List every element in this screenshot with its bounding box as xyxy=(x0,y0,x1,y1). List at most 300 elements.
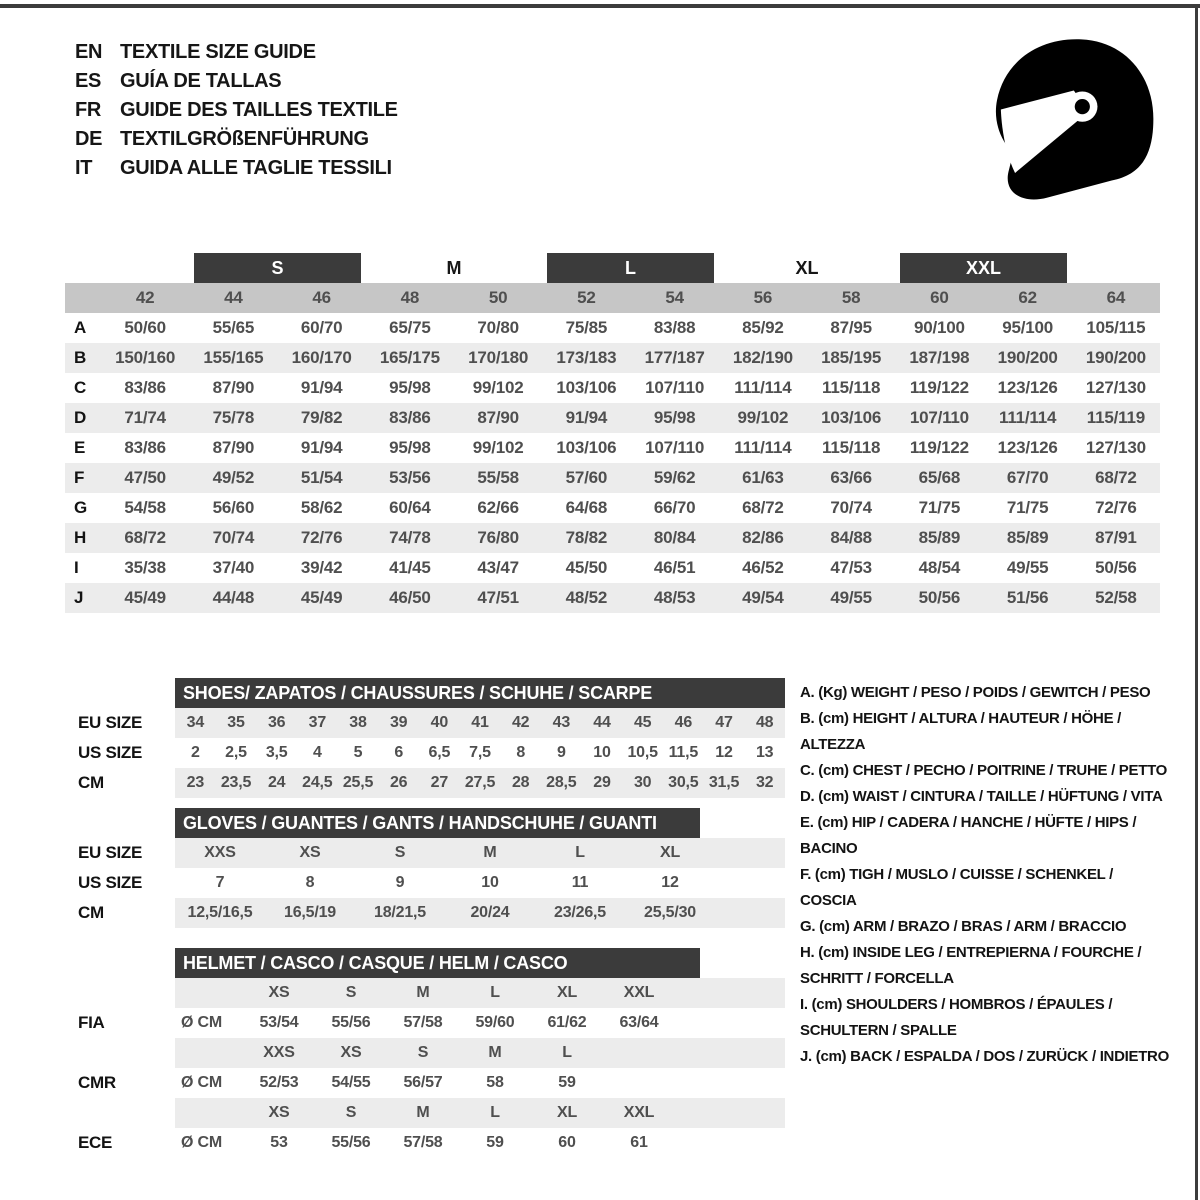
table-cell: 32 xyxy=(755,774,774,791)
gloves-table-title: GLOVES / GUANTES / GANTS / HANDSCHUHE / GUANTI xyxy=(175,808,700,838)
table-cell: 58 xyxy=(486,1074,504,1091)
helmet-row-labels xyxy=(65,948,175,1158)
table-cell: 11,5 xyxy=(668,744,699,761)
table-cell: XXL xyxy=(623,1104,655,1121)
measurement-value: 48/52 xyxy=(565,588,608,607)
table-cell: S xyxy=(345,984,357,1001)
measurement-value: 37/40 xyxy=(212,558,255,577)
measurement-value: 45/50 xyxy=(565,558,608,577)
table-cell: 16,5/19 xyxy=(284,904,336,921)
measurement-value: 177/187 xyxy=(644,348,705,367)
measurement-value: 127/130 xyxy=(1085,438,1146,457)
frame-top-edge xyxy=(0,4,1200,8)
measurement-value: 87/90 xyxy=(477,408,519,427)
table-cell: 9 xyxy=(556,744,566,761)
table-cell: 55/56 xyxy=(331,1134,371,1151)
measurement-value: 45/49 xyxy=(300,588,343,607)
measurement-value: 59/62 xyxy=(653,468,696,487)
size-header-cell: 60 xyxy=(930,288,949,307)
helmet-table-row xyxy=(175,1068,785,1098)
table-cell: 47 xyxy=(715,714,733,731)
numeric-size-row xyxy=(65,283,1160,313)
measurement-value: 67/70 xyxy=(1006,468,1049,487)
measurement-value: 107/110 xyxy=(909,408,969,427)
measurement-letter: F xyxy=(74,468,85,487)
helmet-table xyxy=(175,948,785,1158)
measurement-value: 49/55 xyxy=(1006,558,1049,577)
measurement-value: 87/90 xyxy=(212,378,255,397)
measurement-value: 103/106 xyxy=(556,438,617,457)
table-cell: Ø CM xyxy=(181,1014,222,1031)
title-spacer xyxy=(78,678,175,708)
measurement-value: 185/195 xyxy=(821,348,882,367)
language-row xyxy=(75,96,398,125)
gloves-section xyxy=(65,808,790,928)
table-cell: 43 xyxy=(552,714,571,731)
language-code: IT xyxy=(75,157,93,179)
measurement-value: 60/64 xyxy=(389,498,431,517)
measurement-value: 72/76 xyxy=(1095,498,1137,517)
table-cell: 5 xyxy=(353,744,363,761)
gloves-table-row xyxy=(175,838,785,868)
measurement-value: 115/118 xyxy=(822,378,881,397)
measurement-value: 74/78 xyxy=(389,528,431,547)
measurement-value: 80/84 xyxy=(653,528,696,547)
table-cell: 27,5 xyxy=(464,774,496,791)
measurement-value: 49/52 xyxy=(212,468,255,487)
row-label: EU SIZE xyxy=(78,843,143,862)
table-cell: 54/55 xyxy=(331,1074,371,1091)
measurement-value: 95/98 xyxy=(653,408,696,427)
measurement-value: 47/51 xyxy=(477,588,519,607)
measurement-value: 107/110 xyxy=(645,378,705,397)
table-cell: XS xyxy=(268,1104,290,1121)
measurement-letter: I xyxy=(74,558,79,577)
table-cell: 36 xyxy=(267,714,286,731)
table-cell: 60 xyxy=(558,1134,576,1151)
measurement-value: 84/88 xyxy=(830,528,872,547)
measurement-value: 68/72 xyxy=(1095,468,1137,487)
size-header-cell: 46 xyxy=(312,288,331,307)
measurement-value: 173/183 xyxy=(556,348,617,367)
guide-title: GUÍA DE TALLAS xyxy=(120,70,282,92)
table-cell: 25,5/30 xyxy=(644,904,696,921)
language-code: EN xyxy=(75,41,103,63)
measurement-value: 52/58 xyxy=(1095,588,1137,607)
size-header-cell: 44 xyxy=(224,288,243,307)
measurement-value: 44/48 xyxy=(212,588,255,607)
measurement-value: 78/82 xyxy=(565,528,608,547)
gloves-row-labels xyxy=(65,808,175,928)
measurement-value: 39/42 xyxy=(300,558,343,577)
measurement-value: 35/38 xyxy=(124,558,166,577)
measurement-letter: H xyxy=(74,528,87,547)
table-cell: 40 xyxy=(430,714,449,731)
shoes-table-title: SHOES/ ZAPATOS / CHAUSSURES / SCHUHE / SCARPE xyxy=(175,678,785,708)
measurement-value: 79/82 xyxy=(300,408,343,427)
row-label xyxy=(78,1038,175,1068)
table-cell: XL xyxy=(556,1104,578,1121)
title-spacer xyxy=(78,948,175,978)
measurement-value: 111/114 xyxy=(734,378,792,397)
table-cell: 8 xyxy=(305,874,315,891)
measurement-value: 115/119 xyxy=(1086,408,1145,427)
racing-helmet-icon xyxy=(975,28,1165,208)
table-cell: 23 xyxy=(186,774,205,791)
size-header-cell: 56 xyxy=(753,288,773,307)
table-cell: 6 xyxy=(394,744,404,761)
measurement-value: 87/95 xyxy=(830,318,872,337)
table-cell: 38 xyxy=(349,714,367,731)
measurement-value: 165/175 xyxy=(379,348,440,367)
measurement-value: 51/54 xyxy=(300,468,343,487)
measurement-value: 58/62 xyxy=(300,498,343,517)
table-cell: S xyxy=(394,844,406,861)
size-header-cell: 64 xyxy=(1106,288,1126,307)
helmet-table-row xyxy=(175,1098,785,1128)
shoes-table xyxy=(175,678,785,798)
measurement-value: 87/91 xyxy=(1095,528,1137,547)
measurement-value: 68/72 xyxy=(124,528,166,547)
table-cell: 30 xyxy=(633,774,652,791)
legend-item: H. (cm) INSIDE LEG / ENTREPIERNA / FOURCHE / SCHRITT / FORCELLA xyxy=(800,944,1142,987)
measurement-value: 70/74 xyxy=(212,528,255,547)
helmet-table-title: HELMET / CASCO / CASQUE / HELM / CASCO xyxy=(175,948,700,978)
measurement-value: 107/110 xyxy=(645,438,705,457)
language-list xyxy=(75,38,398,183)
table-cell: 45 xyxy=(633,714,652,731)
table-cell: 41 xyxy=(471,714,489,731)
table-cell: 28 xyxy=(511,774,530,791)
measurement-legend xyxy=(800,680,1172,1070)
size-header-cell: 42 xyxy=(135,288,155,307)
helmet-table-row xyxy=(175,1128,785,1158)
measurement-value: 56/60 xyxy=(212,498,255,517)
measurement-letter: J xyxy=(74,588,84,607)
helmet-table-row xyxy=(175,1008,785,1038)
measurement-value: 66/70 xyxy=(653,498,696,517)
size-group-s: S xyxy=(194,253,361,283)
size-group-blank xyxy=(65,253,189,283)
size-header-cell: 52 xyxy=(577,288,596,307)
table-cell: 61 xyxy=(630,1134,648,1151)
measurement-value: 103/106 xyxy=(821,408,882,427)
size-group-xxl: XXL xyxy=(900,253,1067,283)
table-cell: 20/24 xyxy=(470,904,510,921)
measurement-value: 47/53 xyxy=(830,558,872,577)
legend-item: B. (cm) HEIGHT / ALTURA / HAUTEUR / HÖHE / ALTEZZA xyxy=(800,710,1122,753)
gloves-table-row xyxy=(175,898,785,928)
table-cell: 46 xyxy=(674,714,693,731)
measurement-row xyxy=(65,373,1160,403)
textile-size-table xyxy=(65,253,1160,613)
shoes-table-row xyxy=(175,708,785,738)
measurement-value: 91/94 xyxy=(300,378,343,397)
measurement-value: 53/56 xyxy=(389,468,431,487)
language-row xyxy=(75,38,398,67)
table-cell: 31,5 xyxy=(708,774,740,791)
guide-title: GUIDE DES TAILLES TEXTILE xyxy=(120,99,398,121)
table-cell: 57/58 xyxy=(403,1014,443,1031)
measurement-value: 48/53 xyxy=(653,588,696,607)
gloves-table xyxy=(175,808,785,928)
measurement-value: 99/102 xyxy=(472,438,524,457)
measurement-value: 48/54 xyxy=(918,558,961,577)
table-cell: 61/62 xyxy=(547,1014,587,1031)
table-cell: S xyxy=(345,1104,357,1121)
measurement-value: 51/56 xyxy=(1006,588,1049,607)
table-cell: Ø CM xyxy=(181,1134,222,1151)
row-label: FIA xyxy=(78,1013,105,1032)
table-cell: 6,5 xyxy=(428,744,451,761)
table-cell: 24,5 xyxy=(302,774,333,791)
measurement-row xyxy=(65,433,1160,463)
measurement-value: 82/86 xyxy=(742,528,784,547)
table-cell: 12 xyxy=(715,744,733,761)
table-cell: 26 xyxy=(389,774,408,791)
measurement-value: 68/72 xyxy=(742,498,784,517)
table-cell: 10 xyxy=(481,874,499,891)
table-cell: XL xyxy=(659,844,681,861)
measurement-value: 60/70 xyxy=(300,318,343,337)
measurement-value: 45/49 xyxy=(124,588,166,607)
measurement-value: 87/90 xyxy=(212,438,255,457)
table-cell: 53 xyxy=(270,1134,288,1151)
corner-cell xyxy=(65,283,101,313)
measurement-value: 75/78 xyxy=(212,408,255,427)
legend-item: I. (cm) SHOULDERS / HOMBROS / ÉPAULES / SCHULTERN / SPALLE xyxy=(800,996,1113,1039)
legend-item: J. (cm) BACK / ESPALDA / DOS / ZURÜCK / INDIETRO xyxy=(800,1048,1169,1065)
size-group-l: L xyxy=(547,253,714,283)
table-cell: 42 xyxy=(511,714,530,731)
shoes-table-rows xyxy=(175,708,785,798)
table-cell: 27 xyxy=(430,774,449,791)
measurement-value: 47/50 xyxy=(124,468,166,487)
measurement-value: 123/126 xyxy=(997,438,1058,457)
gloves-table-row xyxy=(175,868,785,898)
table-cell: L xyxy=(490,1104,500,1121)
row-label xyxy=(78,978,175,1008)
measurement-value: 99/102 xyxy=(472,378,524,397)
table-cell: XXL xyxy=(623,984,655,1001)
measurement-value: 90/100 xyxy=(913,318,965,337)
measurement-value: 95/98 xyxy=(389,378,431,397)
measurement-value: 71/75 xyxy=(918,498,961,517)
table-cell: M xyxy=(483,844,497,861)
guide-title: TEXTILGRÖßENFÜHRUNG xyxy=(120,128,369,150)
table-cell: 39 xyxy=(389,714,408,731)
measurement-value: 50/60 xyxy=(124,318,166,337)
shoes-row-labels xyxy=(65,678,175,798)
legend-item: A. (Kg) WEIGHT / PESO / POIDS / GEWITCH / PESO xyxy=(800,684,1151,701)
measurement-value: 119/122 xyxy=(909,438,969,457)
legend-item: G. (cm) ARM / BRAZO / BRAS / ARM / BRACCIO xyxy=(800,918,1127,935)
measurement-value: 43/47 xyxy=(477,558,519,577)
table-cell: XS xyxy=(299,844,321,861)
measurement-value: 50/56 xyxy=(1095,558,1137,577)
table-cell: L xyxy=(562,1044,572,1061)
measurement-letter: G xyxy=(74,498,88,517)
frame-right-edge xyxy=(1195,4,1198,1200)
measurement-value: 46/50 xyxy=(389,588,431,607)
measurement-value: 155/165 xyxy=(203,348,264,367)
measurement-value: 111/114 xyxy=(734,438,792,457)
measurement-value: 72/76 xyxy=(300,528,343,547)
language-code: FR xyxy=(75,99,102,121)
measurement-value: 83/86 xyxy=(124,438,166,457)
language-row xyxy=(75,125,398,154)
size-header-cell: 48 xyxy=(400,288,420,307)
table-cell: 13 xyxy=(755,744,774,761)
measurement-value: 62/66 xyxy=(477,498,519,517)
table-cell: 35 xyxy=(227,714,245,731)
row-label: EU SIZE xyxy=(78,713,143,732)
size-group-m: M xyxy=(446,258,462,278)
table-cell: 59/60 xyxy=(475,1014,515,1031)
legend-item: C. (cm) CHEST / PECHO / POITRINE / TRUHE / PETTO xyxy=(800,762,1168,779)
table-cell: 53/54 xyxy=(259,1014,299,1031)
legend-item: E. (cm) HIP / CADERA / HANCHE / HÜFTE / HIPS / BACINO xyxy=(800,814,1137,857)
helmet-section xyxy=(65,948,790,1158)
measurement-letter: D xyxy=(74,408,87,427)
size-group-blank xyxy=(1072,253,1160,283)
measurement-row xyxy=(65,493,1160,523)
measurement-value: 99/102 xyxy=(737,408,789,427)
measurement-value: 63/66 xyxy=(830,468,872,487)
measurement-row xyxy=(65,463,1160,493)
measurement-value: 65/75 xyxy=(389,318,431,337)
measurement-value: 57/60 xyxy=(565,468,608,487)
measurement-value: 49/55 xyxy=(830,588,872,607)
measurement-value: 83/88 xyxy=(653,318,696,337)
table-cell: 12 xyxy=(661,874,679,891)
table-cell: 9 xyxy=(395,874,405,891)
measurement-value: 123/126 xyxy=(997,378,1058,397)
measurement-value: 111/114 xyxy=(999,408,1057,427)
measurement-value: 70/74 xyxy=(830,498,872,517)
measurement-value: 190/200 xyxy=(997,348,1058,367)
measurement-value: 70/80 xyxy=(477,318,519,337)
table-cell: L xyxy=(575,844,585,861)
language-row xyxy=(75,154,398,183)
measurement-value: 83/86 xyxy=(389,408,431,427)
measurement-value: 71/74 xyxy=(124,408,166,427)
table-cell: 59 xyxy=(558,1074,576,1091)
table-cell: 18/21,5 xyxy=(374,904,426,921)
table-cell: XXS xyxy=(263,1044,295,1061)
measurement-value: 46/52 xyxy=(742,558,784,577)
measurement-value: 190/200 xyxy=(1085,348,1146,367)
measurement-value: 41/45 xyxy=(389,558,431,577)
measurement-value: 95/100 xyxy=(1002,318,1054,337)
table-cell: 52/53 xyxy=(259,1074,299,1091)
table-cell: 24 xyxy=(267,774,286,791)
table-cell: 23,5 xyxy=(220,774,252,791)
measurement-value: 127/130 xyxy=(1085,378,1146,397)
table-cell: 55/56 xyxy=(331,1014,371,1031)
size-group-xl: XL xyxy=(795,258,819,278)
measurement-row xyxy=(65,583,1160,613)
measurement-row xyxy=(65,403,1160,433)
helmet-table-row xyxy=(175,978,785,1008)
guide-title: GUIDA ALLE TAGLIE TESSILI xyxy=(120,157,392,179)
measurement-value: 83/86 xyxy=(124,378,166,397)
shoes-section xyxy=(65,678,790,798)
table-cell: 25,5 xyxy=(342,774,374,791)
shoes-table-row xyxy=(175,768,785,798)
table-cell: 2,5 xyxy=(225,744,247,761)
table-cell: M xyxy=(416,984,430,1001)
measurement-value: 187/198 xyxy=(909,348,970,367)
measurement-value: 91/94 xyxy=(565,408,608,427)
table-cell: XS xyxy=(340,1044,362,1061)
table-cell: XL xyxy=(556,984,578,1001)
measurement-value: 46/51 xyxy=(653,558,696,577)
measurement-value: 54/58 xyxy=(124,498,166,517)
size-header-cell: 54 xyxy=(665,288,684,307)
table-cell: 2 xyxy=(190,744,200,761)
measurement-letter: B xyxy=(74,348,87,367)
row-label: CM xyxy=(78,773,104,792)
table-cell: 48 xyxy=(755,714,774,731)
table-cell: 8 xyxy=(516,744,526,761)
size-group-header-row xyxy=(65,253,1160,283)
gloves-table-rows xyxy=(175,838,785,928)
measurement-value: 49/54 xyxy=(742,588,784,607)
table-cell: M xyxy=(488,1044,502,1061)
measurement-value: 76/80 xyxy=(477,528,519,547)
measurement-row xyxy=(65,523,1160,553)
helmet-table-rows xyxy=(175,978,785,1158)
table-cell: 63/64 xyxy=(619,1014,659,1031)
measurement-value: 55/65 xyxy=(212,318,255,337)
guide-title: TEXTILE SIZE GUIDE xyxy=(120,41,316,63)
measurement-row xyxy=(65,343,1160,373)
table-cell: 44 xyxy=(593,714,611,731)
legend-item: D. (cm) WAIST / CINTURA / TAILLE / HÜFTUNG / VITA xyxy=(800,788,1163,805)
table-cell: 3,5 xyxy=(265,744,288,761)
measurement-row xyxy=(65,313,1160,343)
table-cell: M xyxy=(416,1104,430,1121)
measurement-value: 170/180 xyxy=(468,348,529,367)
title-spacer xyxy=(78,808,175,838)
measurement-value: 61/63 xyxy=(742,468,784,487)
measurement-value: 71/75 xyxy=(1006,498,1049,517)
language-code: ES xyxy=(75,70,102,92)
table-cell: 11 xyxy=(571,874,589,891)
legend-item: F. (cm) TIGH / MUSLO / CUISSE / SCHENKEL / COSCIA xyxy=(800,866,1113,909)
measurement-value: 91/94 xyxy=(300,438,343,457)
table-cell: 30,5 xyxy=(668,774,699,791)
row-label: CMR xyxy=(78,1073,116,1092)
table-cell: Ø CM xyxy=(181,1074,222,1091)
table-cell: 10 xyxy=(593,744,611,761)
measurement-value: 103/106 xyxy=(556,378,617,397)
table-cell: 29 xyxy=(593,774,611,791)
measurement-value: 50/56 xyxy=(918,588,961,607)
measurement-row xyxy=(65,553,1160,583)
size-header-cell: 50 xyxy=(488,288,508,307)
table-cell: 59 xyxy=(486,1134,504,1151)
measurement-value: 95/98 xyxy=(389,438,431,457)
measurement-value: 150/160 xyxy=(115,348,176,367)
measurement-value: 119/122 xyxy=(909,378,969,397)
language-code: DE xyxy=(75,128,103,150)
table-cell: 34 xyxy=(186,714,205,731)
measurement-letter: A xyxy=(74,318,87,337)
table-cell: XXS xyxy=(204,844,236,861)
measurement-value: 85/92 xyxy=(742,318,784,337)
